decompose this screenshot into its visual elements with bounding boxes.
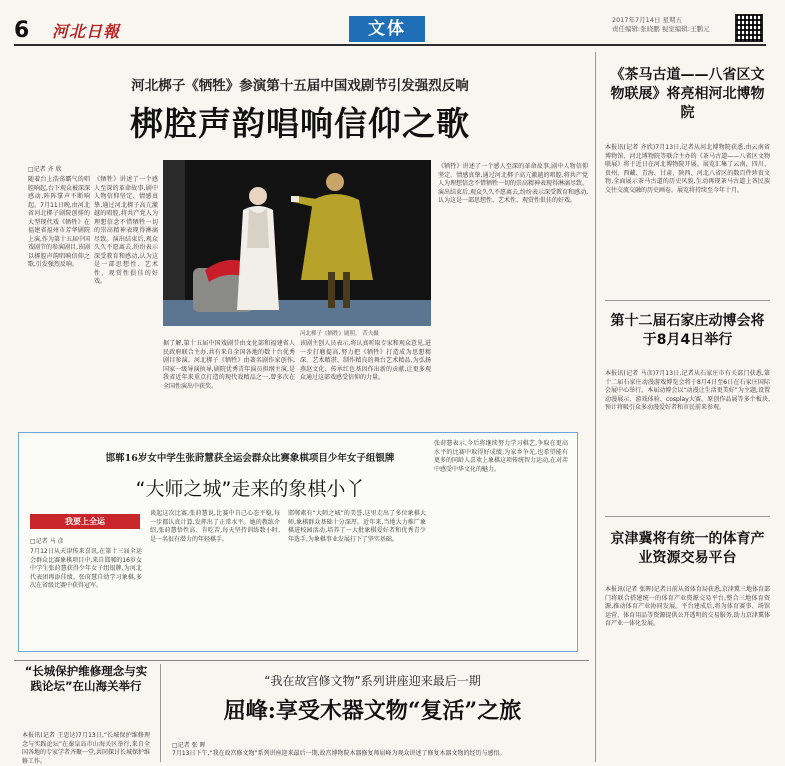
lead-kicker: 河北梆子《牺牲》参演第十五届中国戏剧节引发强烈反响 [131, 78, 469, 94]
lead-column-5: 《牺牲》讲述了一个感人至深的革命故事,剧中人物信仰坚定、情感真挚,通过河北梆子高亢激越的唱腔,将共产党人为理想信念不惜牺牲一切的崇高精神表现得淋漓尽致。演出结束后,观众久久不愿离去,纷纷表示深受教育和感动,认为这是一部思想性、艺术性、观赏性俱佳的好戏。 [438, 163, 589, 204]
header-rule [14, 44, 766, 46]
bottom-divider [160, 664, 161, 762]
lead-headline: 梆腔声韵唱响信仰之歌 [130, 104, 470, 143]
feature-column-1: 7月12日从天津传来喜讯,在第十三届全运会群众比赛象棋项目中,来自邯郸的16岁女中学生张莳慧获得少年女子组银牌,为河北代表团再添佳绩。张莳慧自幼学习象棋,多次在省级比赛中获得冠军。 [30, 548, 142, 589]
bottom-left-text: 本报讯(记者 王思达)7月13日,“长城保护维修理念与实践论坛”在秦皇岛市山海关区举行,来自全国各地的专家学者齐聚一堂,共同探讨长城保护维修工作。 [22, 732, 150, 765]
lead-column-4: 该剧主创人员表示,将认真听取专家和观众意见,进一步打磨提高,努力把《牺牲》打造成为思想精深、艺术精湛、制作精良的舞台艺术精品,为弘扬燕赵文化、传承红色基因作出新的贡献,让更多观众通过这部戏感受信仰的力量。 [300, 340, 431, 381]
sidebar-rule-1 [605, 300, 770, 301]
lead-column-2: 《牺牲》讲述了一个感人至深的革命故事,剧中人物信仰坚定、情感真挚,通过河北梆子高亢激越的唱腔,将共产党人为理想信念不惜牺牲一切的崇高精神表现得淋漓尽致。演出结束后,观众久久不愿离去,纷纷表示深受教育和感动,认为这是一部思想性、艺术性、观赏性俱佳的好戏。 [94, 176, 158, 285]
lead-column-1: 随着台上浩荡霸气的唱腔响起,台下观众被深深感动,阵阵掌声不断响起。7月11日晚,由河北省河北梆子剧院创排的大型现代戏《牺牲》在福建省福州市芳华剧院上演,作为第十五届中国戏剧节的参演剧目,该剧以梆腔声韵唱响信仰之歌,引发强烈反响。 [28, 176, 90, 268]
sidebar-rule-2 [605, 516, 770, 517]
sidebar-story-3-title: 京津冀将有统一的体育产业资源交易平台 [610, 531, 765, 566]
bottom-kicker: “我在故宫修文物”系列讲座迎来最后一期 [264, 674, 481, 688]
bottom-byline: □记者 张 晖 [172, 742, 206, 749]
opera-stage-image [163, 160, 431, 326]
lead-photo [163, 160, 431, 326]
bottom-rule [14, 660, 589, 661]
sidebar-divider [595, 52, 596, 762]
sidebar-story-2-text: 本报讯(记者 马彦)7月13日,记者从石家庄市有关部门获悉,第十二届石家庄动漫游戏博览会将于8月4日至6日在石家庄国际会展中心举行。本届动博会以“动漫让生活更美好”为主题,设置动漫展示、游戏体验、cosplay大赛、原创作品展等多个板块,预计将吸引众多动漫爱好者和市民前来参观。 [605, 370, 770, 411]
lead-byline: □记者 齐 欣 [28, 166, 62, 173]
sidebar-story-1-text: 本报讯(记者 齐欣)7月13日,记者从河北博物院获悉,由云南省博物馆、河北博物院等联合主办的《茶马古道——八省区文物联展》将于近日在河北博物院开展。展览汇集了云南、四川、贵州、西藏、青海、甘肃、陕西、河北八省区的数百件珍贵文物,全面展示茶马古道的历史风貌,生动再现茶马古道上各民族交往交流交融的历史画卷。展览将持续至今年十月。 [605, 144, 770, 194]
sidebar-story-3-text: 本报讯(记者 张晖)记者日前从省体育局获悉,京津冀三地体育部门将联合搭建统一的体育产业资源交易平台,整合三地体育资源,推动体育产业协同发展。平台建成后,将为体育赛事、场馆运营、体育用品等资源提供公开透明的交易服务,助力京津冀体育产业一体化发展。 [605, 586, 770, 627]
feature-kicker: 邯郸16岁女中学生张莳慧获全运会群众比赛象棋项目少年女子组银牌 [105, 453, 395, 464]
feature-headline: “大师之城”走来的象棋小丫 [135, 478, 365, 500]
issue-meta [612, 16, 732, 34]
page-number: 6 [14, 18, 30, 43]
feature-byline: □记者 马 彦 [30, 538, 64, 545]
issue-date: 2017年7月14日 星期五 [612, 16, 683, 24]
bottom-headline: 屈峰:享受木器文物“复活”之旅 [223, 698, 522, 724]
lead-column-3: 据了解,第十五届中国戏剧节由文化部和福建省人民政府联合主办,共有来自全国各地的数十台优秀剧目参演。河北梆子《牺牲》由著名剧作家创作,国家一级导演执导,剧院优秀青年演员担纲主演,是我省近年来重点打造的现代戏精品之一,曾多次在全国性演出中获奖。 [163, 340, 295, 390]
section-title: 文体 [349, 16, 425, 42]
bottom-left-title: “长城保护维修理念与实践论坛”在山海关举行 [24, 664, 148, 693]
bottom-text: 7月13日下午,“我在故宫修文物”系列讲座迎来最后一期,故宫博物院木器修复师屈峰为观众讲述了修复木器文物的经历与感悟。 [172, 750, 506, 757]
feature-column-4: 张莳慧表示,今后将继续努力学习棋艺,争取在更高水平的比赛中取得好成绩,为家乡争光,也希望能有更多的同龄人喜欢上象棋这项传统智力运动,在对弈中感受中华文化的魅力。 [434, 440, 568, 473]
issue-editors: 责任编辑:张晓鹏 视觉编辑:王鹏元 [612, 25, 710, 33]
sidebar-story-2-title: 第十二届石家庄动博会将于8月4日举行 [610, 313, 765, 348]
newspaper-logo: 河北日報 [52, 22, 121, 41]
lead-photo-caption: 河北梆子《牺牲》剧照。 苦夫摄 [300, 331, 379, 337]
feature-column-3: 邯郸素有“大师之城”的美誉,这里走出了多位象棋大师,象棋群众基础十分深厚。近年来,当地大力推广象棋进校园活动,培养了一大批象棋爱好者和优秀青少年选手,为象棋事业发展打下了坚实基础。 [288, 510, 426, 543]
feature-column-2: 谈起这次比赛,张莳慧说,比赛中自己心态平稳,每一步都认真计算,发挥出了正常水平。她的教练介绍,张莳慧悟性高、肯吃苦,每天坚持训练数小时,是一名很有潜力的年轻棋手。 [150, 510, 280, 543]
sidebar-story-1-title: 《茶马古道——八省区文物联展》将亮相河北博物院 [610, 67, 765, 121]
feature-tag: 我要上全运 [30, 514, 140, 529]
qr-code-icon [735, 14, 763, 42]
